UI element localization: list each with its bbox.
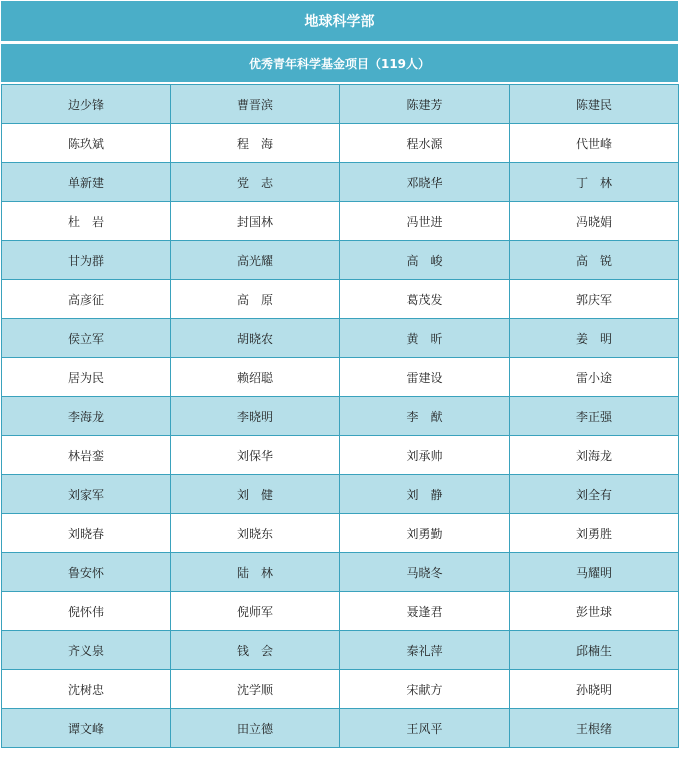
table-row [2,397,679,436]
name-cell: 田立德 [171,709,340,748]
name-cell: 陈建民 [510,85,679,124]
awardee-table-body [2,85,679,748]
name-cell: 邓晓华 [340,163,510,202]
name-cell: 刘勇胜 [510,514,679,553]
table-row [2,358,679,397]
name-cell: 宋献方 [340,670,510,709]
name-cell: 单新建 [2,163,171,202]
name-cell: 刘全有 [510,475,679,514]
table-row [2,319,679,358]
name-cell: 高 峻 [340,241,510,280]
name-cell: 姜 明 [510,319,679,358]
name-cell: 林岩銮 [2,436,171,475]
name-cell: 高光耀 [171,241,340,280]
table-row [2,553,679,592]
name-cell: 齐义泉 [2,631,171,670]
name-cell: 甘为群 [2,241,171,280]
name-cell: 胡晓农 [171,319,340,358]
name-cell: 倪怀伟 [2,592,171,631]
name-cell: 孙晓明 [510,670,679,709]
name-cell: 刘海龙 [510,436,679,475]
name-cell: 聂逢君 [340,592,510,631]
department-title: 地球科学部 [1,1,678,41]
name-cell: 郭庆军 [510,280,679,319]
name-cell: 刘晓春 [2,514,171,553]
table-row [2,592,679,631]
name-cell: 刘晓东 [171,514,340,553]
program-title: 优秀青年科学基金项目（119人） [1,44,678,82]
name-cell: 秦礼萍 [340,631,510,670]
name-cell: 冯晓娟 [510,202,679,241]
name-cell: 倪师军 [171,592,340,631]
name-cell: 刘家军 [2,475,171,514]
name-cell: 高彦征 [2,280,171,319]
table-row [2,85,679,124]
name-cell: 赖绍聪 [171,358,340,397]
table-row [2,202,679,241]
name-cell: 刘承帅 [340,436,510,475]
name-cell: 刘勇勤 [340,514,510,553]
name-cell: 刘 健 [171,475,340,514]
name-cell: 代世峰 [510,124,679,163]
table-row [2,163,679,202]
name-cell: 马耀明 [510,553,679,592]
name-cell: 丁 林 [510,163,679,202]
name-cell: 黄 昕 [340,319,510,358]
name-cell: 程水源 [340,124,510,163]
name-cell: 谭文峰 [2,709,171,748]
name-cell: 冯世进 [340,202,510,241]
table-row [2,241,679,280]
name-cell: 钱 会 [171,631,340,670]
name-cell: 曹晋滨 [171,85,340,124]
name-cell: 李 猷 [340,397,510,436]
table-row [2,709,679,748]
name-cell: 陈建芳 [340,85,510,124]
name-cell: 刘 静 [340,475,510,514]
name-cell: 高 锐 [510,241,679,280]
name-cell: 马晓冬 [340,553,510,592]
name-cell: 高 原 [171,280,340,319]
table-row [2,280,679,319]
name-cell: 邱楠生 [510,631,679,670]
name-cell: 王根绪 [510,709,679,748]
name-cell: 陈玖斌 [2,124,171,163]
table-row [2,631,679,670]
name-cell: 封国林 [171,202,340,241]
table-row [2,475,679,514]
name-cell: 边少锋 [2,85,171,124]
name-cell: 鲁安怀 [2,553,171,592]
name-cell: 沈学顺 [171,670,340,709]
name-cell: 居为民 [2,358,171,397]
name-cell: 党 志 [171,163,340,202]
name-cell: 杜 岩 [2,202,171,241]
name-cell: 李晓明 [171,397,340,436]
name-cell: 程 海 [171,124,340,163]
name-cell: 侯立军 [2,319,171,358]
table-row [2,670,679,709]
name-cell: 李海龙 [2,397,171,436]
table-row [2,514,679,553]
table-row [2,436,679,475]
name-cell: 彭世球 [510,592,679,631]
name-cell: 雷建设 [340,358,510,397]
name-cell: 李正强 [510,397,679,436]
name-cell: 雷小途 [510,358,679,397]
awardee-table [1,84,679,748]
name-cell: 刘保华 [171,436,340,475]
name-cell: 沈树忠 [2,670,171,709]
name-cell: 陆 林 [171,553,340,592]
name-cell: 王风平 [340,709,510,748]
table-row [2,124,679,163]
name-cell: 葛茂发 [340,280,510,319]
